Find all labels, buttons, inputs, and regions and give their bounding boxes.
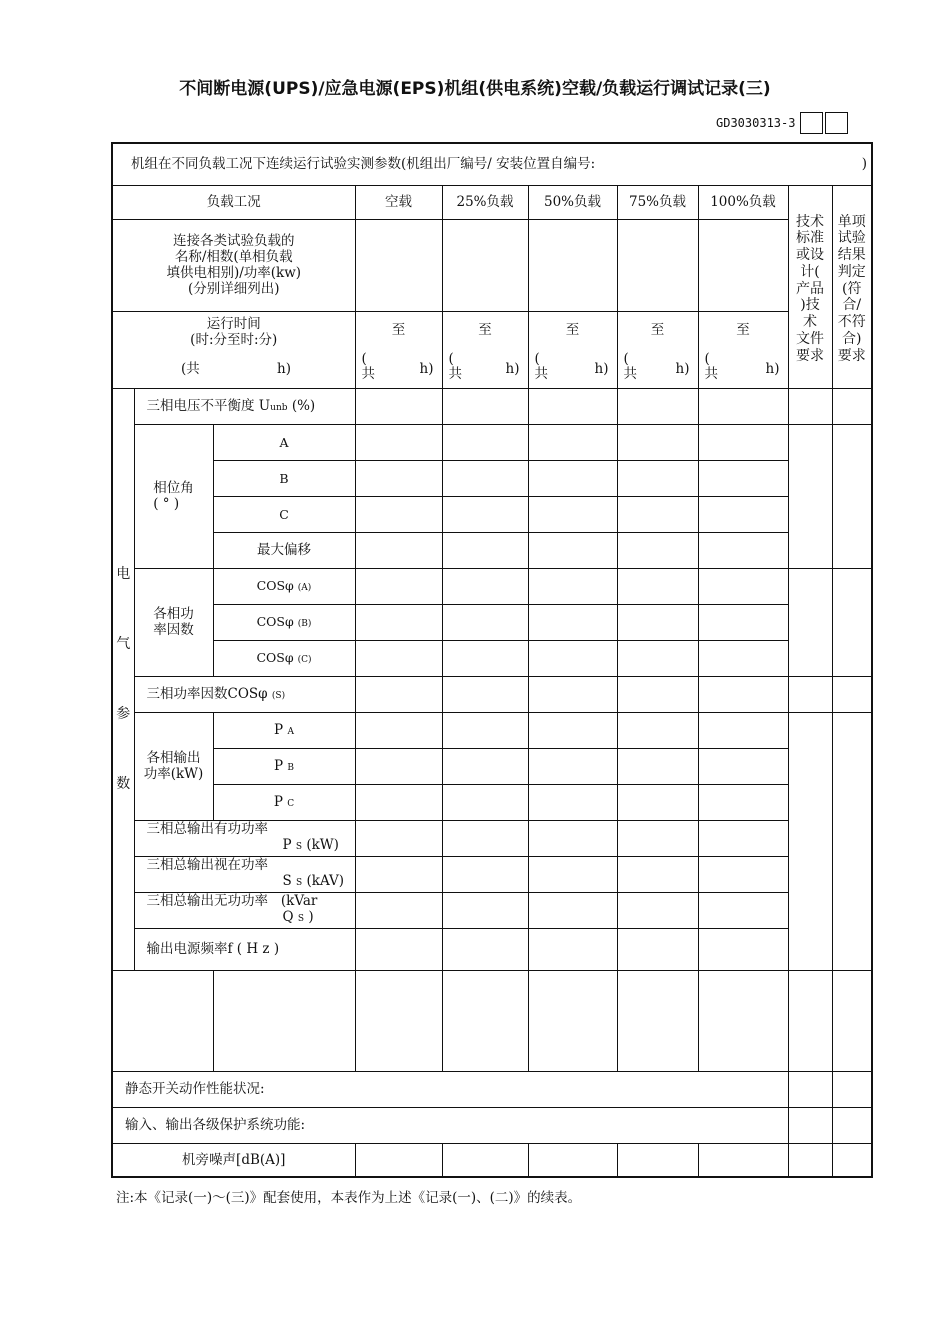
total-pf-sub: (S) — [271, 690, 286, 701]
data-cell[interactable] — [528, 1143, 617, 1177]
load-desc-cell[interactable] — [698, 219, 788, 311]
load-header-0: 空载 — [355, 185, 442, 219]
tech-req-cell[interactable] — [788, 676, 832, 712]
load-desc-cell[interactable] — [617, 219, 698, 311]
runtime-cell[interactable] — [355, 311, 442, 388]
data-cell[interactable] — [355, 640, 442, 676]
result-cell[interactable] — [832, 1107, 872, 1143]
data-cell[interactable] — [698, 424, 788, 460]
data-cell[interactable] — [617, 1143, 698, 1177]
code-box-1[interactable] — [800, 112, 823, 134]
power-factor-label — [134, 568, 213, 676]
data-cell[interactable] — [698, 604, 788, 640]
data-cell[interactable] — [617, 970, 698, 1071]
header-row — [112, 143, 872, 185]
total-apparent-text: 三相总输出视在功率 — [146, 857, 268, 874]
data-cell[interactable] — [528, 604, 617, 640]
data-cell[interactable] — [355, 820, 442, 856]
data-cell[interactable] — [355, 856, 442, 892]
data-cell[interactable] — [442, 676, 528, 712]
load-header-3: 75%负载 — [617, 185, 698, 219]
condition-header: 负载工况 — [112, 185, 355, 219]
total-reactive-sym: Q — [282, 909, 294, 925]
data-cell[interactable] — [442, 856, 528, 892]
load-header-4: 100%负载 — [698, 185, 788, 219]
runtime-h: h) — [675, 361, 690, 378]
tech-req-cell[interactable] — [788, 1071, 832, 1107]
runtime-label — [112, 311, 355, 388]
data-cell[interactable] — [698, 640, 788, 676]
data-cell[interactable] — [355, 604, 442, 640]
runtime-to: 至 — [650, 321, 665, 338]
data-cell[interactable] — [442, 496, 528, 532]
tech-req-cell[interactable] — [788, 712, 832, 970]
data-cell[interactable] — [355, 748, 442, 784]
data-cell[interactable] — [698, 496, 788, 532]
data-cell[interactable] — [528, 676, 617, 712]
result-line: 要求 — [837, 347, 866, 364]
load-desc-cell[interactable] — [355, 219, 442, 311]
cos-phi: COSφ — [256, 578, 294, 594]
data-cell[interactable] — [698, 748, 788, 784]
runtime-h: h) — [594, 361, 609, 378]
data-cell[interactable] — [213, 970, 355, 1071]
cos-phi: COSφ — [256, 614, 294, 630]
header-text: 机组在不同负载工况下连续运行试验实测参数(机组出厂编号/ 安装位置自编号: — [131, 156, 596, 173]
load-desc-line: 名称/相数(单相负载 — [174, 248, 293, 265]
data-cell[interactable] — [617, 748, 698, 784]
result-line: (符 — [842, 280, 862, 297]
runtime-open: ( — [623, 350, 629, 367]
data-cell[interactable] — [528, 388, 617, 424]
data-cell[interactable] — [442, 1143, 528, 1177]
unbalance-unit: (%) — [287, 397, 316, 414]
data-cell[interactable] — [617, 820, 698, 856]
data-cell[interactable] — [617, 784, 698, 820]
data-cell[interactable] — [528, 928, 617, 970]
total-reactive-text: 三相总输出无功功率 — [146, 893, 268, 910]
tech-req-line: 产品 — [796, 280, 824, 297]
result-cell[interactable] — [832, 424, 872, 568]
phase-angle-item: C — [213, 496, 355, 532]
data-cell[interactable] — [442, 424, 528, 460]
total-active-sub: S — [295, 842, 303, 852]
runtime-cell[interactable] — [617, 311, 698, 388]
data-cell[interactable] — [528, 640, 617, 676]
p-sub: A — [287, 726, 294, 737]
blank-label-cell[interactable] — [112, 970, 213, 1071]
load-header-2: 50%负载 — [528, 185, 617, 219]
runtime-to: 至 — [478, 321, 492, 338]
page-title: 不间断电源(UPS)/应急电源(EPS)机组(供电系统)空载/负载运行调试记录(三) — [179, 79, 771, 99]
data-cell[interactable] — [617, 928, 698, 970]
runtime-total: 共 — [704, 365, 718, 382]
cos-sub: (A) — [297, 583, 312, 594]
data-cell[interactable] — [698, 856, 788, 892]
data-cell[interactable] — [617, 712, 698, 748]
data-cell[interactable] — [528, 784, 617, 820]
tech-req-cell[interactable] — [788, 1107, 832, 1143]
data-cell[interactable] — [698, 892, 788, 928]
data-cell[interactable] — [442, 640, 528, 676]
total-apparent-unit: (kAV) — [302, 873, 345, 889]
data-cell[interactable] — [355, 892, 442, 928]
data-cell[interactable] — [355, 784, 442, 820]
phase-angle-label — [134, 424, 213, 568]
power-factor-text: 率因数 — [153, 622, 194, 638]
load-desc-line: 连接各类试验负载的 — [173, 232, 295, 249]
record-table — [111, 142, 873, 1178]
data-cell[interactable] — [528, 460, 617, 496]
total-pf-text: 三相功率因数COSφ — [146, 685, 268, 702]
runtime-total-right: h) — [277, 361, 291, 378]
form-code-text: GD3030313-3 — [716, 116, 796, 130]
tech-req-header — [788, 185, 832, 388]
data-cell[interactable] — [528, 748, 617, 784]
p-sub: C — [287, 798, 295, 809]
runtime-cell[interactable] — [698, 311, 788, 388]
footnote: 注:本《记录(一)～(三)》配套使用，本表作为上述《记录(一)、(二)》的续表。 — [116, 1190, 582, 1206]
code-box-2[interactable] — [825, 112, 848, 134]
p-sym: P — [273, 757, 284, 774]
runtime-line: (时:分至时:分) — [190, 331, 278, 348]
data-cell[interactable] — [617, 388, 698, 424]
data-cell[interactable] — [617, 424, 698, 460]
cos-sub: (C) — [297, 655, 312, 666]
data-cell[interactable] — [617, 856, 698, 892]
runtime-h: h) — [505, 361, 520, 378]
p-sub: B — [287, 762, 294, 773]
p-sym: P — [274, 721, 284, 738]
result-cell[interactable] — [832, 388, 872, 424]
data-cell[interactable] — [442, 568, 528, 604]
runtime-line: 运行时间 — [206, 315, 261, 332]
tech-req-line: 要求 — [796, 347, 824, 364]
data-cell[interactable] — [442, 928, 528, 970]
cos-phi: COSφ — [256, 650, 294, 666]
result-line: 试验 — [837, 230, 866, 247]
tech-req-line: 标准 — [796, 230, 824, 247]
power-factor-item — [213, 568, 355, 604]
phase-output-text: 功率(kW) — [143, 766, 204, 782]
data-cell[interactable] — [528, 892, 617, 928]
tech-req-line: )技 — [800, 297, 820, 314]
data-cell[interactable] — [355, 460, 442, 496]
phase-angle-item: B — [213, 460, 355, 496]
result-cell[interactable] — [832, 676, 872, 712]
load-desc-line: (分别详细列出) — [187, 281, 280, 298]
data-cell[interactable] — [442, 388, 528, 424]
data-cell[interactable] — [355, 676, 442, 712]
load-desc-cell[interactable] — [528, 219, 617, 311]
total-apparent-sub: S — [296, 878, 303, 888]
data-cell[interactable] — [442, 748, 528, 784]
group-char: 气 — [116, 635, 131, 652]
static-switch-label[interactable]: 静态开关动作性能状况: — [112, 1071, 788, 1107]
result-line: 合/ — [842, 297, 862, 314]
phase-angle-text: 相位角 — [153, 479, 194, 496]
tech-req-cell[interactable] — [788, 1143, 832, 1177]
data-cell[interactable] — [698, 460, 788, 496]
load-desc-cell[interactable] — [442, 219, 528, 311]
result-line: 结果 — [837, 247, 866, 264]
total-active-text: 三相总输出有功功率 — [146, 821, 268, 838]
group-char: 参 — [116, 705, 131, 722]
phase-output-text: 各相输出 — [146, 749, 201, 766]
data-cell[interactable] — [528, 856, 617, 892]
total-active-label — [134, 820, 355, 856]
data-cell[interactable] — [698, 820, 788, 856]
data-cell[interactable] — [355, 532, 442, 568]
phase-angle-item: 最大偏移 — [213, 532, 355, 568]
data-cell[interactable] — [698, 532, 788, 568]
phase-output-label — [134, 712, 213, 820]
data-cell[interactable] — [698, 784, 788, 820]
result-cell[interactable] — [788, 970, 832, 1071]
group-char: 电 — [116, 565, 131, 582]
tech-req-cell[interactable] — [788, 388, 832, 424]
electrical-group-label — [112, 388, 134, 970]
result-header — [832, 185, 872, 388]
form-code — [716, 112, 848, 134]
data-cell[interactable] — [698, 1143, 788, 1177]
phase-output-item — [213, 784, 355, 820]
data-cell[interactable] — [698, 568, 788, 604]
total-reactive-sub: S — [297, 914, 305, 924]
unbalance-sub: unb — [270, 402, 288, 413]
phase-output-item — [213, 712, 355, 748]
power-factor-item — [213, 640, 355, 676]
tech-req-line: 技术 — [796, 213, 824, 230]
result-line: 不符 — [837, 314, 866, 331]
runtime-to: 至 — [391, 321, 406, 338]
data-cell[interactable] — [442, 460, 528, 496]
total-active-unit: (kW) — [302, 837, 339, 853]
total-pf-label — [134, 676, 355, 712]
data-cell[interactable] — [355, 928, 442, 970]
result-cell[interactable] — [832, 1143, 872, 1177]
frequency-label: 输出电源频率f ( H z ) — [134, 928, 355, 970]
power-factor-text: 各相功 — [153, 605, 194, 622]
data-cell[interactable] — [617, 640, 698, 676]
data-cell[interactable] — [698, 712, 788, 748]
total-reactive-unit-close: ) — [304, 909, 314, 925]
phase-angle-unit: ( ° ) — [153, 496, 180, 512]
result-cell[interactable] — [832, 1071, 872, 1107]
result-cell[interactable] — [832, 712, 872, 970]
runtime-h: h) — [419, 361, 434, 378]
data-cell[interactable] — [355, 1143, 442, 1177]
protection-label[interactable]: 输入、输出各级保护系统功能: — [112, 1107, 788, 1143]
runtime-open: ( — [534, 350, 540, 367]
tech-req-cell[interactable] — [698, 970, 788, 1071]
data-cell[interactable] — [617, 676, 698, 712]
data-cell[interactable] — [442, 892, 528, 928]
runtime-h: h) — [765, 361, 780, 378]
runtime-total-left: (共 — [181, 361, 200, 378]
data-cell[interactable] — [355, 970, 442, 1071]
p-sym: P — [273, 793, 283, 810]
load-header-1: 25%负载 — [442, 185, 528, 219]
data-cell[interactable] — [355, 496, 442, 532]
tech-req-cell[interactable] — [788, 424, 832, 568]
power-factor-item — [213, 604, 355, 640]
tech-req-line: 术 — [803, 314, 817, 331]
data-cell[interactable] — [442, 820, 528, 856]
data-cell[interactable] — [355, 568, 442, 604]
data-cell[interactable] — [617, 496, 698, 532]
data-cell[interactable] — [617, 532, 698, 568]
load-desc-label — [112, 219, 355, 311]
runtime-to: 至 — [736, 321, 750, 338]
runtime-total: 共 — [534, 365, 548, 382]
tech-req-line: 文件 — [796, 331, 824, 348]
runtime-open: ( — [704, 350, 710, 367]
result-line: 合) — [842, 331, 862, 348]
runtime-open: ( — [448, 350, 454, 367]
result-line: 单项 — [837, 213, 866, 230]
data-cell[interactable] — [528, 424, 617, 460]
data-cell[interactable] — [355, 424, 442, 460]
data-cell[interactable] — [442, 784, 528, 820]
unbalance-label — [134, 388, 355, 424]
result-line: 判定 — [837, 263, 866, 280]
data-cell[interactable] — [442, 532, 528, 568]
tech-req-line: 或设 — [796, 247, 824, 264]
data-cell[interactable] — [442, 970, 528, 1071]
runtime-total: 共 — [623, 365, 637, 382]
data-cell[interactable] — [698, 928, 788, 970]
runtime-total: 共 — [448, 365, 462, 382]
runtime-cell[interactable] — [528, 311, 617, 388]
header-close: ) — [861, 156, 867, 173]
data-cell[interactable] — [617, 568, 698, 604]
data-cell[interactable] — [355, 712, 442, 748]
tech-req-cell[interactable] — [788, 568, 832, 676]
phase-output-item — [213, 748, 355, 784]
load-desc-line: 填供电相别)/功率(kw) — [166, 265, 302, 281]
data-cell[interactable] — [617, 892, 698, 928]
data-cell[interactable] — [528, 712, 617, 748]
data-cell[interactable] — [617, 460, 698, 496]
runtime-to: 至 — [565, 321, 580, 338]
data-cell[interactable] — [442, 712, 528, 748]
runtime-open: ( — [361, 350, 367, 367]
data-cell[interactable] — [355, 388, 442, 424]
total-apparent-label — [134, 856, 355, 892]
data-cell[interactable] — [528, 568, 617, 604]
phase-angle-item: A — [213, 424, 355, 460]
total-reactive-unit: (kVar — [280, 893, 318, 910]
tech-req-line: 计( — [800, 263, 820, 280]
data-cell[interactable] — [528, 820, 617, 856]
data-cell[interactable] — [698, 388, 788, 424]
data-cell[interactable] — [698, 676, 788, 712]
data-cell[interactable] — [528, 532, 617, 568]
group-char: 数 — [116, 775, 131, 792]
data-cell[interactable] — [617, 604, 698, 640]
runtime-total: 共 — [361, 365, 375, 382]
cos-sub: (B) — [297, 619, 312, 630]
data-cell[interactable] — [528, 970, 617, 1071]
noise-label: 机旁噪声[dB(A)] — [112, 1143, 355, 1177]
total-active-sym: P — [282, 837, 292, 853]
data-cell[interactable] — [442, 604, 528, 640]
unbalance-text: 三相电压不平衡度 U — [146, 397, 271, 414]
total-reactive-label — [134, 892, 355, 928]
result-cell[interactable] — [832, 568, 872, 676]
runtime-cell[interactable] — [442, 311, 528, 388]
data-cell[interactable] — [528, 496, 617, 532]
total-apparent-sym: S — [282, 873, 292, 889]
